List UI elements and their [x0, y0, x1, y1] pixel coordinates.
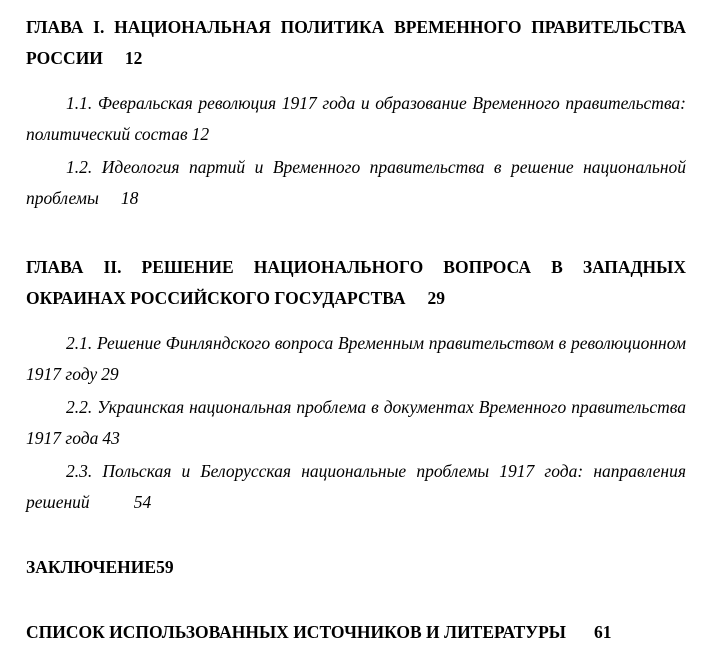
bibliography-title: СПИСОК ИСПОЛЬЗОВАННЫХ ИСТОЧНИКОВ И ЛИТЕРАТУРЫ — [26, 622, 566, 642]
toc-chapter-2 — [26, 252, 686, 314]
toc-section-2-3 — [26, 456, 686, 518]
bibliography-page: 61 — [593, 622, 612, 642]
toc-section-2-1 — [26, 328, 686, 390]
toc-bibliography — [26, 617, 686, 648]
section-2-2-page: 43 — [102, 428, 120, 448]
section-2-1-title: 2.1. Решение Финляндского вопроса Временным правительством в революционном 1917 году — [26, 333, 686, 384]
toc-section-2-2 — [26, 392, 686, 454]
toc-section-1-2 — [26, 152, 686, 214]
chapter-2-page: 29 — [427, 288, 445, 308]
section-1-2-title: 1.2. Идеология партий и Временного правительства в решение национальной проблемы — [26, 157, 686, 208]
chapter-2-sections — [26, 328, 686, 518]
section-1-1-title: 1.1. Февральская революция 1917 года и образование Временного правительства: политический состав — [26, 93, 686, 144]
toc-section-1-1 — [26, 88, 686, 150]
section-2-1-page: 29 — [101, 364, 119, 384]
section-2-2-title: 2.2. Украинская национальная проблема в документах Временного правительства 1917 года — [26, 397, 686, 448]
toc-chapter-1 — [26, 12, 686, 74]
section-1-2-page: 18 — [120, 188, 139, 208]
chapter-1-page: 12 — [124, 48, 143, 68]
conclusion-page: 59 — [156, 557, 174, 577]
chapter-1-sections — [26, 88, 686, 214]
chapter-2-title: ГЛАВА II. РЕШЕНИЕ НАЦИОНАЛЬНОГО ВОПРОСА В ЗАПАДНЫХ ОКРАИНАХ РОССИЙСКОГО ГОСУДАРСТВА — [26, 257, 686, 308]
chapter-1-title: ГЛАВА I. НАЦИОНАЛЬНАЯ ПОЛИТИКА ВРЕМЕННОГО ПРАВИТЕЛЬСТВА РОССИИ — [26, 17, 686, 68]
toc-conclusion — [26, 552, 686, 583]
section-2-3-title: 2.3. Польская и Белорусская национальные проблемы 1917 года: направления решений — [26, 461, 686, 512]
conclusion-title: ЗАКЛЮЧЕНИЕ — [26, 557, 157, 577]
section-1-1-page: 12 — [191, 124, 210, 144]
section-2-3-page: 54 — [133, 492, 152, 512]
table-of-contents — [26, 0, 686, 648]
